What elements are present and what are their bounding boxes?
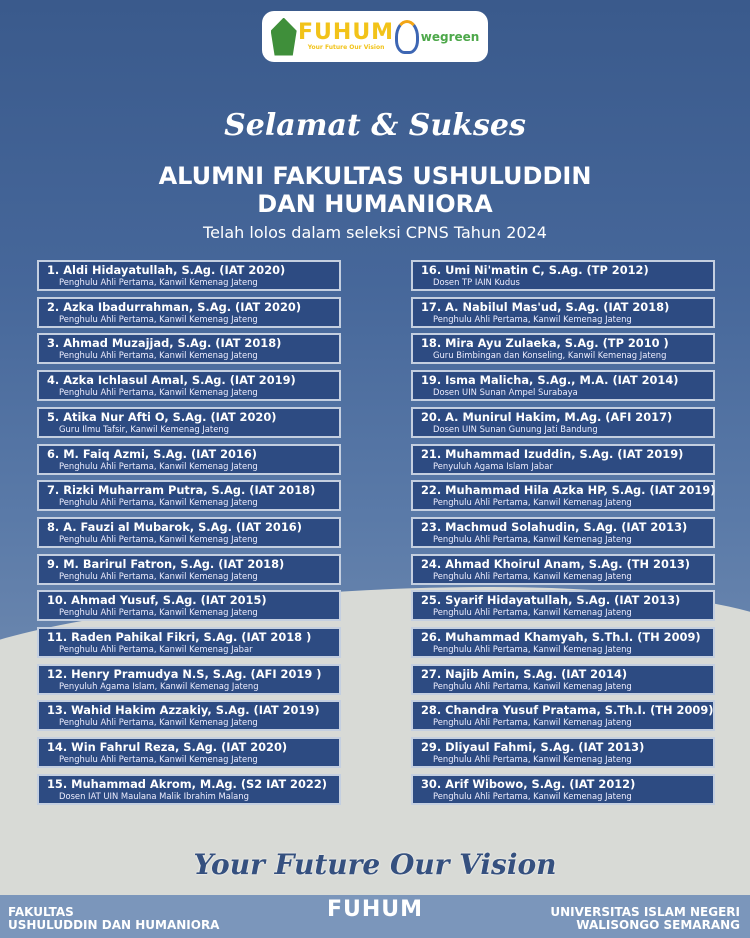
alumni-name: 7. Rizki Muharram Putra, S.Ag. (IAT 2018) [47,483,316,498]
alumni-name: 23. Machmud Solahudin, S.Ag. (IAT 2013) [421,519,688,534]
alumni-role: Penghulu Ahli Pertama, Kanwil Kemenag Jateng [433,607,632,618]
alumni-role: Penghulu Ahli Pertama, Kanwil Kemenag Jabar [59,644,253,654]
alumni-name: 14. Win Fahrul Reza, S.Ag. (IAT 2020) [47,740,288,755]
alumni-card [37,774,341,805]
alumni-name: 4. Azka Ichlasul Amal, S.Ag. (IAT 2019) [47,373,296,388]
alumni-name: 10. Ahmad Yusuf, S.Ag. (IAT 2015) [47,593,267,608]
alumni-role: Penghulu Ahli Pertama, Kanwil Kemenag Jateng [433,313,632,324]
alumni-name: 1. Aldi Hidayatullah, S.Ag. (IAT 2020) [47,263,286,277]
alumni-card [37,627,341,658]
alumni-role: Penghulu Ahli Pertama, Kanwil Kemenag Jateng [59,387,258,398]
alumni-card [411,333,715,364]
alumni-name: 24. Ahmad Khoirul Anam, S.Ag. (TH 2013) [421,556,690,571]
university-name [550,906,740,932]
alumni-role: Dosen IAT UIN Maulana Malik Ibrahim Malang [59,790,249,801]
motto: Your Future Our Vision [193,848,557,881]
greeting: Selamat & Sukses [224,108,526,143]
alumni-role: Penghulu Ahli Pertama, Kanwil Kemenag Jateng [59,350,258,361]
alumni-role: Penghulu Ahli Pertama, Kanwil Kemenag Jateng [59,607,258,618]
alumni-card [411,664,715,695]
alumni-card [37,444,341,475]
alumni-name: 19. Isma Malicha, S.Ag., M.A. (IAT 2014) [421,373,679,388]
alumni-card [37,517,341,548]
alumni-role: Dosen TP IAIN Kudus [433,277,520,287]
alumni-name: 26. Muhammad Khamyah, S.Th.I. (TH 2009) [421,630,701,644]
alumni-card [411,480,715,511]
alumni-name: 20. A. Munirul Hakim, M.Ag. (AFI 2017) [421,409,673,424]
alumni-name: 9. M. Barirul Fatron, S.Ag. (IAT 2018) [47,556,285,571]
alumni-name: 2. Azka Ibadurrahman, S.Ag. (IAT 2020) [47,299,302,314]
uin-logo-icon [271,18,297,56]
alumni-name: 29. Dliyaul Fahmi, S.Ag. (IAT 2013) [421,740,645,755]
alumni-role: Penghulu Ahli Pertama, Kanwil Kemenag Jateng [59,277,258,287]
alumni-name: 30. Arif Wibowo, S.Ag. (IAT 2012) [421,776,636,791]
fuhum-logo [298,22,394,51]
alumni-name: 5. Atika Nur Afti O, S.Ag. (IAT 2020) [47,409,277,424]
alumni-role: Penghulu Ahli Pertama, Kanwil Kemenag Jateng [433,570,632,581]
alumni-role: Dosen UIN Sunan Gunung Jati Bandung [433,423,598,434]
fuhum-logo-text: FUHUM [298,20,395,45]
footer-logo: FUHUM [326,897,424,922]
fuhum-tagline: Your Future Our Vision [307,44,385,51]
logo-bar [262,11,488,62]
alumni-card [411,700,715,731]
alumni-role: Penghulu Ahli Pertama, Kanwil Kemenag Jateng [433,717,632,728]
faculty-line-1: FAKULTAS [8,905,74,919]
alumni-name: 16. Umi Ni'matin C, S.Ag. (TP 2012) [421,263,649,277]
alumni-role: Penghulu Ahli Pertama, Kanwil Kemenag Jateng [433,680,632,691]
alumni-role: Penghulu Ahli Pertama, Kanwil Kemenag Jateng [59,533,258,544]
alumni-role: Penghulu Ahli Pertama, Kanwil Kemenag Jateng [59,717,258,728]
alumni-card [37,260,341,291]
title-line-1: ALUMNI FAKULTAS USHULUDDIN [158,162,592,190]
alumni-card [411,517,715,548]
alumni-card [411,774,715,805]
alumni-role: Dosen UIN Sunan Ampel Surabaya [433,387,578,398]
alumni-name: 15. Muhammad Akrom, M.Ag. (S2 IAT 2022) [47,776,327,791]
alumni-role: Penghulu Ahli Pertama, Kanwil Kemenag Jateng [59,497,258,508]
alumni-name: 21. Muhammad Izuddin, S.Ag. (IAT 2019) [421,446,684,461]
alumni-card [37,737,341,768]
alumni-role: Penghulu Ahli Pertama, Kanwil Kemenag Jateng [59,313,258,324]
university-line-1: UNIVERSITAS ISLAM NEGERI [550,905,740,919]
alumni-card [411,627,715,658]
university-line-2: WALISONGO SEMARANG [576,918,740,932]
alumni-name: 13. Wahid Hakim Azzakiy, S.Ag. (IAT 2019) [47,703,320,718]
alumni-name: 8. A. Fauzi al Mubarok, S.Ag. (IAT 2016) [47,519,302,534]
title-line-2: DAN HUMANIORA [257,190,493,218]
alumni-card [37,554,341,585]
alumni-card [411,590,715,621]
alumni-role: Penghulu Ahli Pertama, Kanwil Kemenag Jateng [433,790,632,801]
alumni-name: 12. Henry Pramudya N.S, S.Ag. (AFI 2019 ) [47,666,322,681]
alumni-card [37,480,341,511]
alumni-card [411,407,715,438]
alumni-name: 18. Mira Ayu Zulaeka, S.Ag. (TP 2010 ) [421,336,669,351]
alumni-name: 27. Najib Amin, S.Ag. (IAT 2014) [421,666,628,681]
alumni-card [37,297,341,328]
emblem-icon [395,20,419,54]
alumni-name: 17. A. Nabilul Mas'ud, S.Ag. (IAT 2018) [421,299,670,314]
footer [0,895,750,938]
alumni-role: Guru Ilmu Tafsir, Kanwil Kemenag Jateng [59,423,229,434]
alumni-role: Penghulu Ahli Pertama, Kanwil Kemenag Jateng [59,570,258,581]
alumni-role: Guru Bimbingan dan Konseling, Kanwil Kemenag Jateng [433,350,667,361]
alumni-card [411,260,715,291]
alumni-name: 6. M. Faiq Azmi, S.Ag. (IAT 2016) [47,446,257,461]
alumni-role: Penghulu Ahli Pertama, Kanwil Kemenag Jateng [433,497,632,508]
alumni-role: Penghulu Ahli Pertama, Kanwil Kemenag Jateng [59,460,258,471]
faculty-line-2: USHULUDDIN DAN HUMANIORA [8,918,220,932]
page-title [0,162,750,218]
alumni-name: 11. Raden Pahikal Fikri, S.Ag. (IAT 2018 ) [47,630,312,644]
alumni-card [37,407,341,438]
alumni-card [37,664,341,695]
alumni-role: Penyuluh Agama Islam, Kanwil Kemenag Jateng [59,680,259,691]
alumni-role: Penghulu Ahli Pertama, Kanwil Kemenag Jateng [433,533,632,544]
alumni-name: 3. Ahmad Muzajjad, S.Ag. (IAT 2018) [47,336,282,351]
alumni-card [37,590,341,621]
alumni-role: Penyuluh Agama Islam Jabar [433,460,553,471]
alumni-card [411,370,715,401]
alumni-role: Penghulu Ahli Pertama, Kanwil Kemenag Jateng [59,754,258,765]
alumni-card [37,333,341,364]
alumni-name: 25. Syarif Hidayatullah, S.Ag. (IAT 2013) [421,593,681,608]
alumni-card [411,297,715,328]
alumni-card [37,370,341,401]
alumni-card [411,737,715,768]
alumni-card [411,554,715,585]
alumni-name: 28. Chandra Yusuf Pratama, S.Th.I. (TH 2009) [421,703,714,718]
alumni-role: Penghulu Ahli Pertama, Kanwil Kemenag Jateng [433,754,632,765]
alumni-card [37,700,341,731]
alumni-card [411,444,715,475]
wegreen-logo: wegreen [420,29,480,44]
subtitle: Telah lolos dalam seleksi CPNS Tahun 2024 [203,223,547,242]
alumni-role: Penghulu Ahli Pertama, Kanwil Kemenag Jateng [433,644,632,654]
alumni-name: 22. Muhammad Hila Azka HP, S.Ag. (IAT 2019) [421,483,716,498]
